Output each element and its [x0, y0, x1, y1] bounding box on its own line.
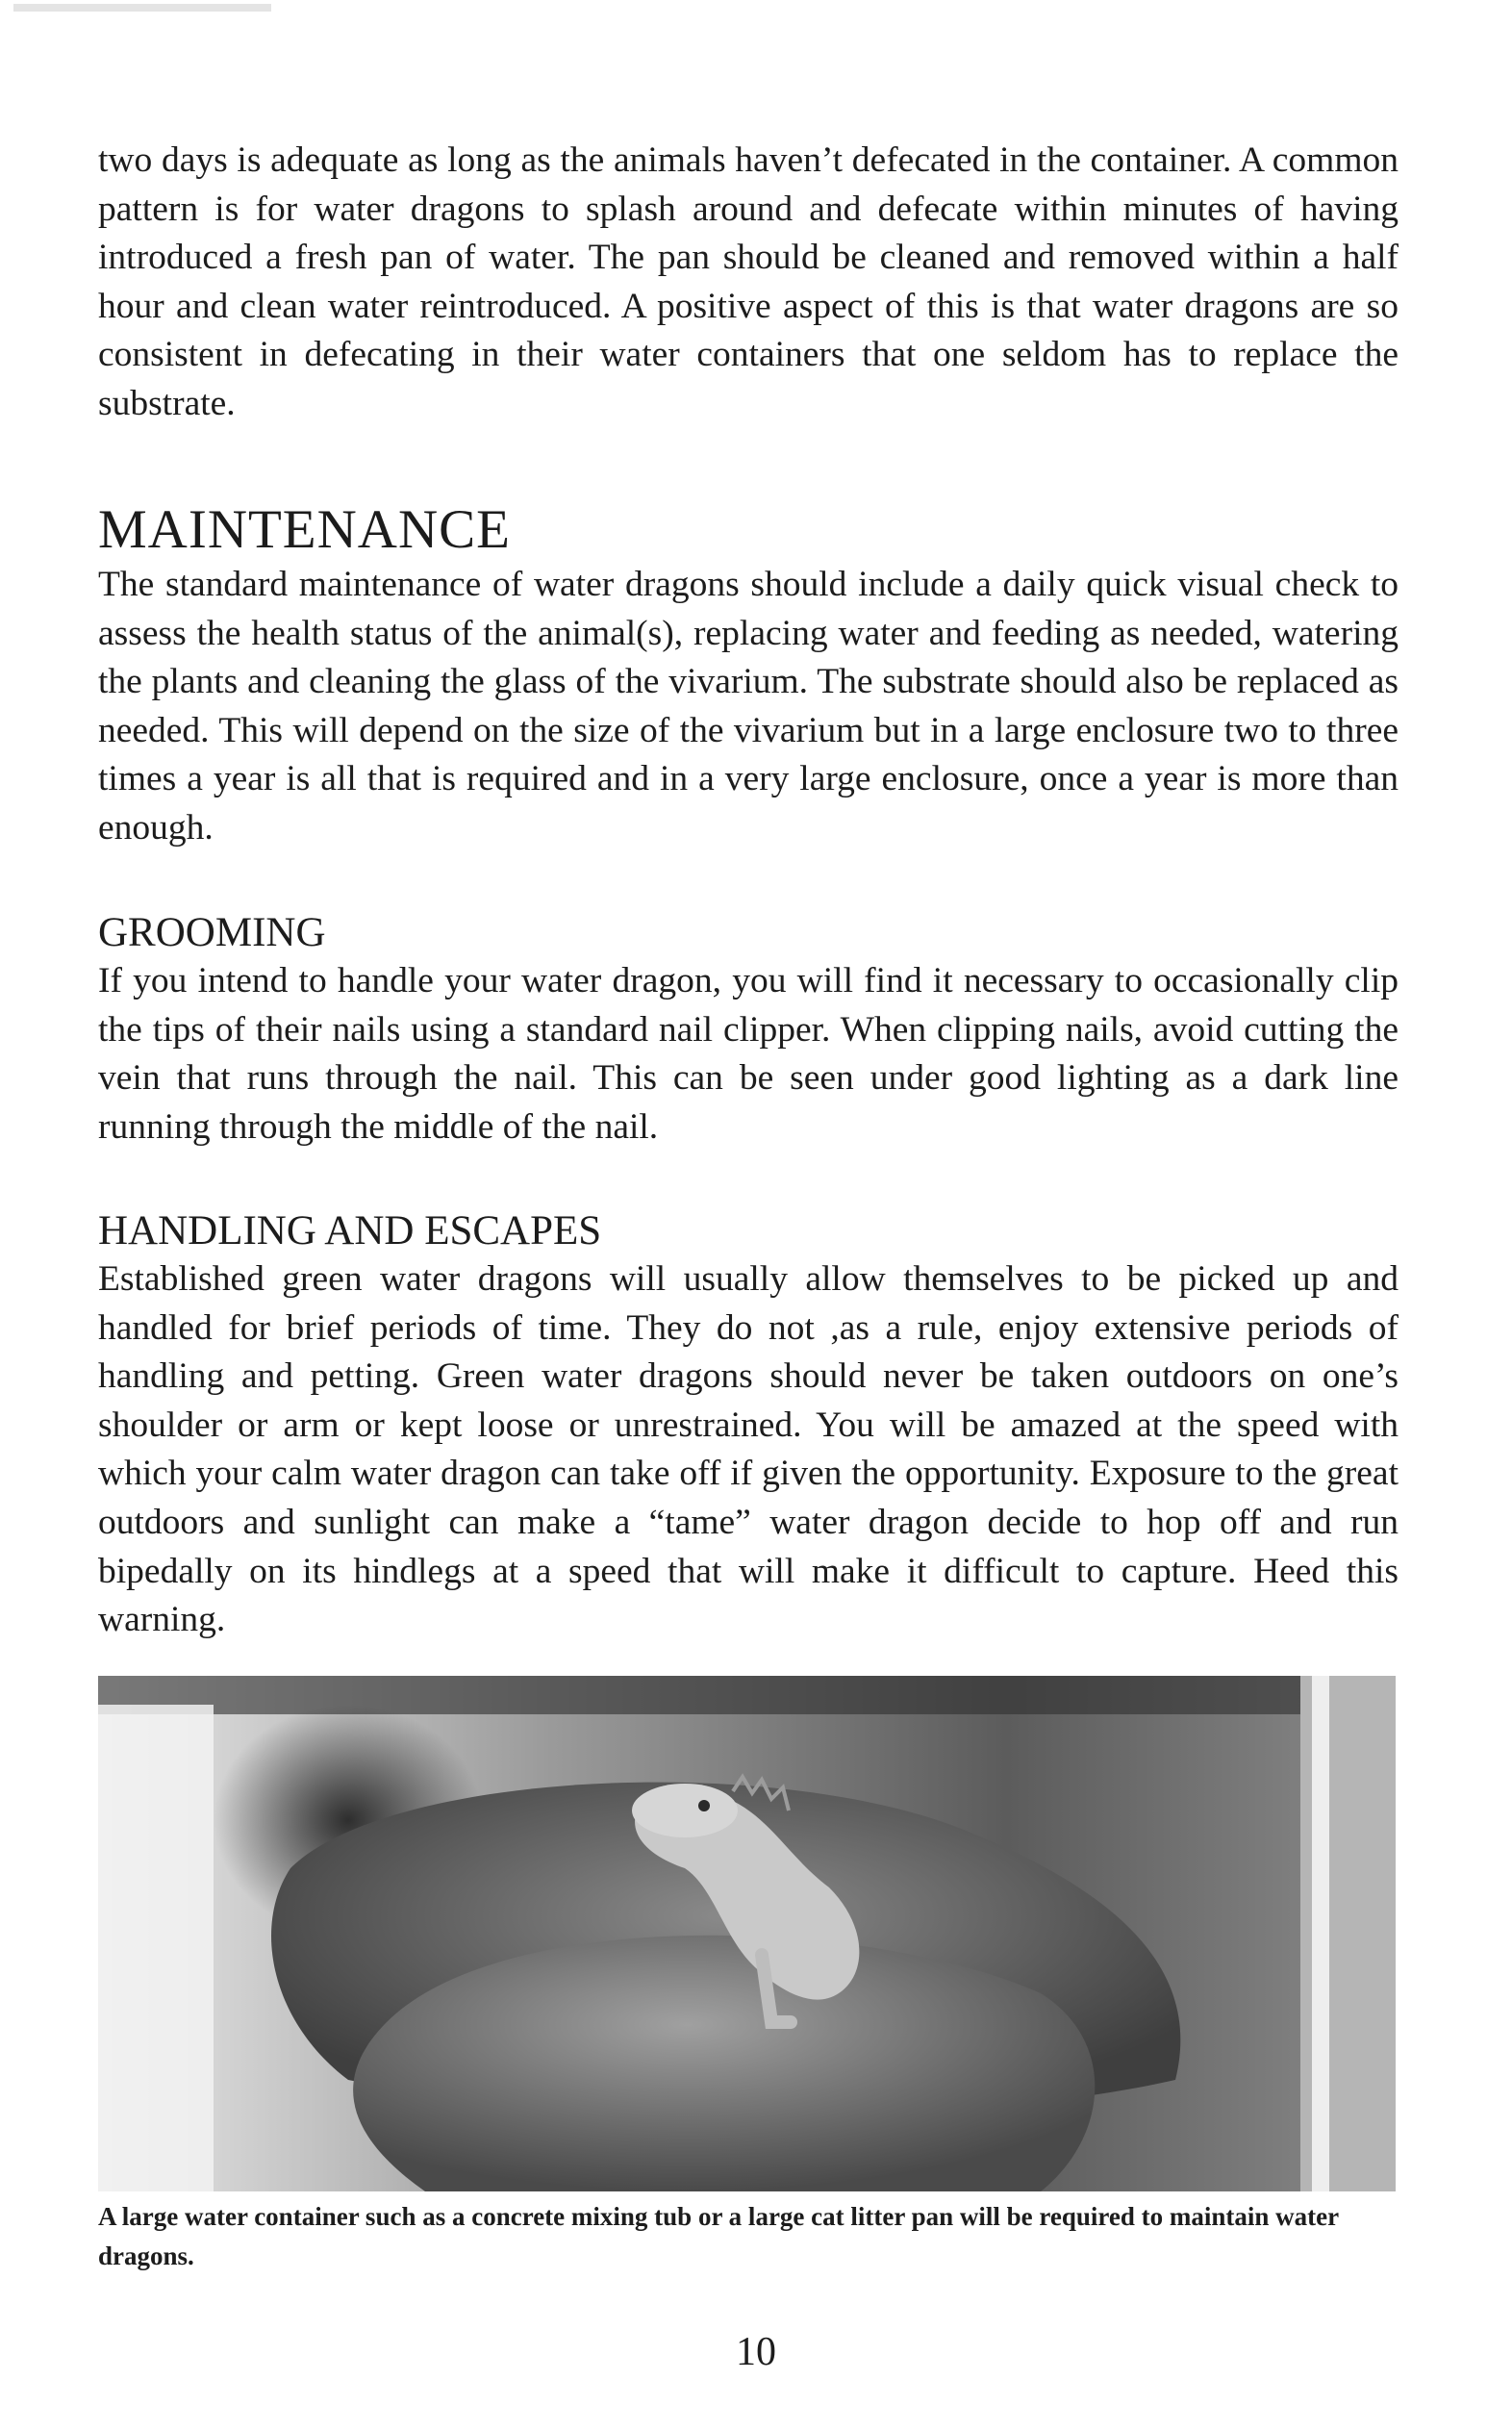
scan-artifact	[13, 4, 271, 12]
grooming-section	[98, 909, 1399, 1152]
grooming-paragraph: If you intend to handle your water dragon, you will find it necessary to occasionally clip the tips of their nails using a standard nail clipper. When clipping nails, avoid cutting the vein that runs through the nail. This can be seen under good lighting as a dark line running through the middle of the nail.	[98, 961, 1399, 1147]
intro-section	[98, 137, 1399, 429]
photo-caption: A large water container such as a concrete mixing tub or a large cat litter pan will be required to maintain water dragons.	[98, 2202, 1339, 2270]
maintenance-section	[98, 499, 1399, 853]
maintenance-heading: MAINTENANCE	[98, 499, 511, 560]
grooming-heading: GROOMING	[98, 910, 326, 955]
tub-left-wall	[98, 1705, 214, 2191]
page-number: 10	[736, 2330, 776, 2374]
handling-paragraph: Established green water dragons will usually allow themselves to be picked up and handled for brief periods of time. They do not ,as a rule, enjoy extensive periods of handling and petting. Green water dragons should never be taken outdoors on one’s shoulder or arm or kept loose or unrestrained. You will be amazed at the speed with which your calm water dragon can take off if given the opportunity. Exposure to the great outdoors and sunlight can make a “tame” water dragon decide to hop off and run bipedally on its hindlegs at a speed that will make it difficult to capture. Heed this warning.	[98, 1259, 1399, 1640]
water-dragon-photo	[98, 1676, 1396, 2191]
photo-illustration	[98, 1676, 1396, 2191]
intro-paragraph: two days is adequate as long as the animals haven’t defecated in the container. A common pattern is for water dragons to splash around and defecate within minutes of having introduced a fresh pan of water. The pan should be cleaned and removed within a half hour and clean water reintroduced. A positive aspect of this is that water dragons are so consistent in defecating in their water containers that one seldom has to replace the substrate.	[98, 140, 1399, 423]
water-dragon-eye	[698, 1800, 710, 1811]
maintenance-paragraph: The standard maintenance of water dragons should include a daily quick visual check to assess the health status of the animal(s), replacing water and feeding as needed, watering the plants and cleaning the glass of the vivarium. The substrate should also be replaced as needed. This will depend on the size of the vivarium but in a large enclosure two to three times a year is all that is required and in a very large enclosure, once a year is more than enough.	[98, 565, 1399, 848]
wall-highlight	[1312, 1676, 1329, 2191]
handling-heading: HANDLING AND ESCAPES	[98, 1208, 602, 1253]
water-dragon-head	[632, 1784, 738, 1837]
tub-rim	[98, 1676, 1396, 1714]
handling-section	[98, 1207, 1399, 1645]
